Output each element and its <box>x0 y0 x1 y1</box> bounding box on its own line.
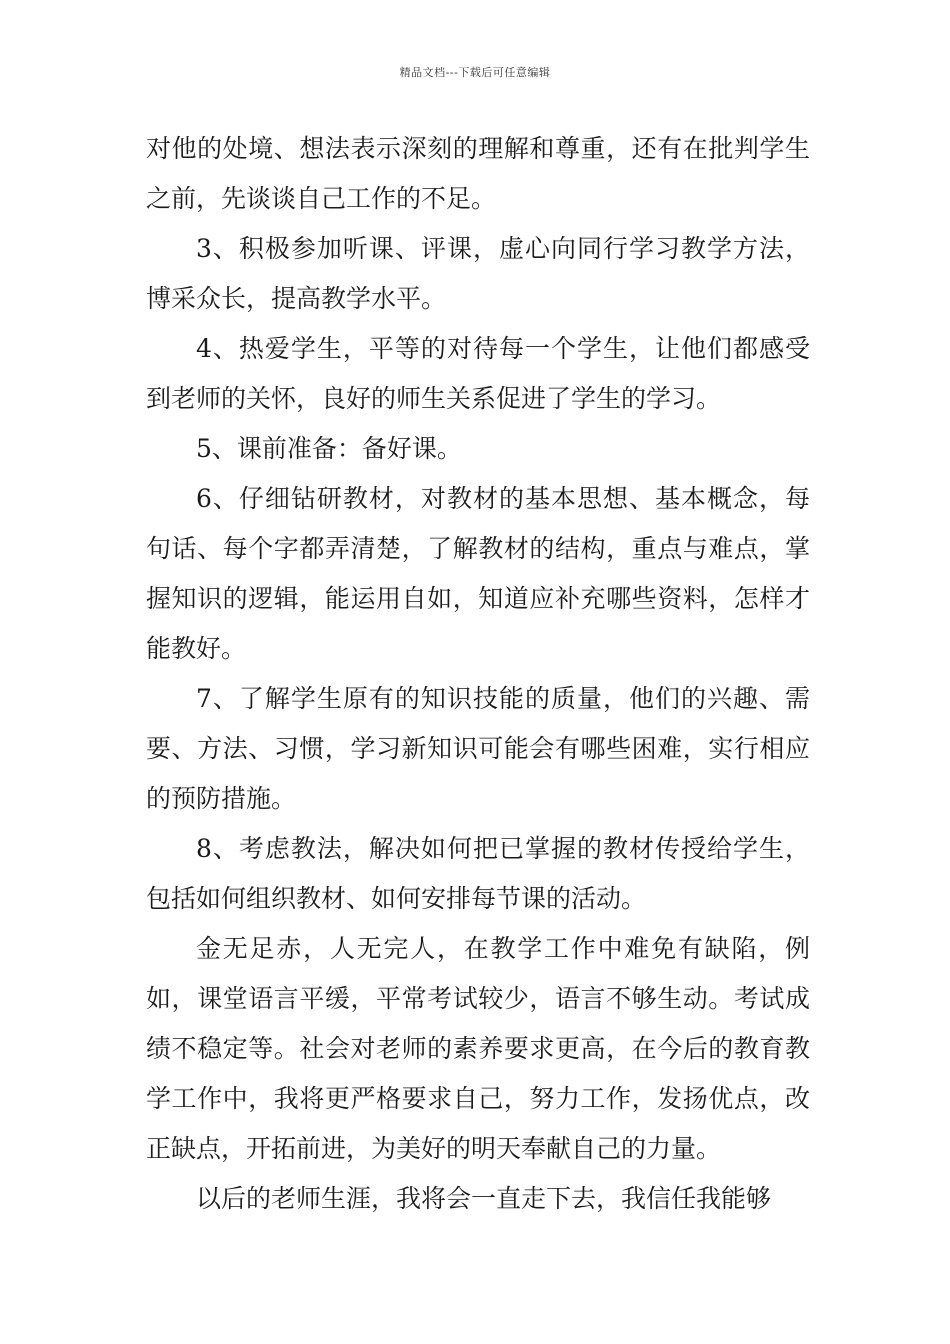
paragraph-item-5: 5、课前准备：备好课。 <box>196 434 462 463</box>
document-body <box>146 124 810 1224</box>
paragraph-item-8: 8、考虑教法，解决如何把已掌握的教材传授给学生，包括如何组织教材、如何安排每节课的活动。 <box>146 834 810 913</box>
page-header: 精品文档---下载后可任意编辑 <box>399 66 551 79</box>
paragraph-item-4: 4、热爱学生，平等的对待每一个学生，让他们都感受到老师的关怀，良好的师生关系促进了学生的学习。 <box>146 334 810 413</box>
paragraph-reflection: 金无足赤，人无完人，在教学工作中难免有缺陷，例如，课堂语言平缓，平常考试较少，语言不够生动。考试成绩不稳定等。社会对老师的素养要求更高，在今后的教育教学工作中，我将更严格要求自己，努力工作，发扬优点，改正缺点，开拓前进，为美好的明天奉献自己的力量。 <box>146 934 810 1163</box>
paragraph-item-3: 3、积极参加听课、评课，虚心向同行学习教学方法，博采众长，提高教学水平。 <box>146 234 810 313</box>
paragraph-item-7: 7、了解学生原有的知识技能的质量，他们的兴趣、需要、方法、习惯，学习新知识可能会有哪些困难，实行相应的预防措施。 <box>146 684 810 813</box>
paragraph-item-6: 6、仔细钻研教材，对教材的基本思想、基本概念，每句话、每个字都弄清楚，了解教材的结构，重点与难点，掌握知识的逻辑，能运用自如，知道应补充哪些资料，怎样才能教好。 <box>146 484 810 663</box>
paragraph-closing: 以后的老师生涯，我将会一直走下去，我信任我能够 <box>196 1184 772 1213</box>
paragraph-continuation: 对他的处境、想法表示深刻的理解和尊重，还有在批判学生之前，先谈谈自己工作的不足。 <box>146 134 810 213</box>
